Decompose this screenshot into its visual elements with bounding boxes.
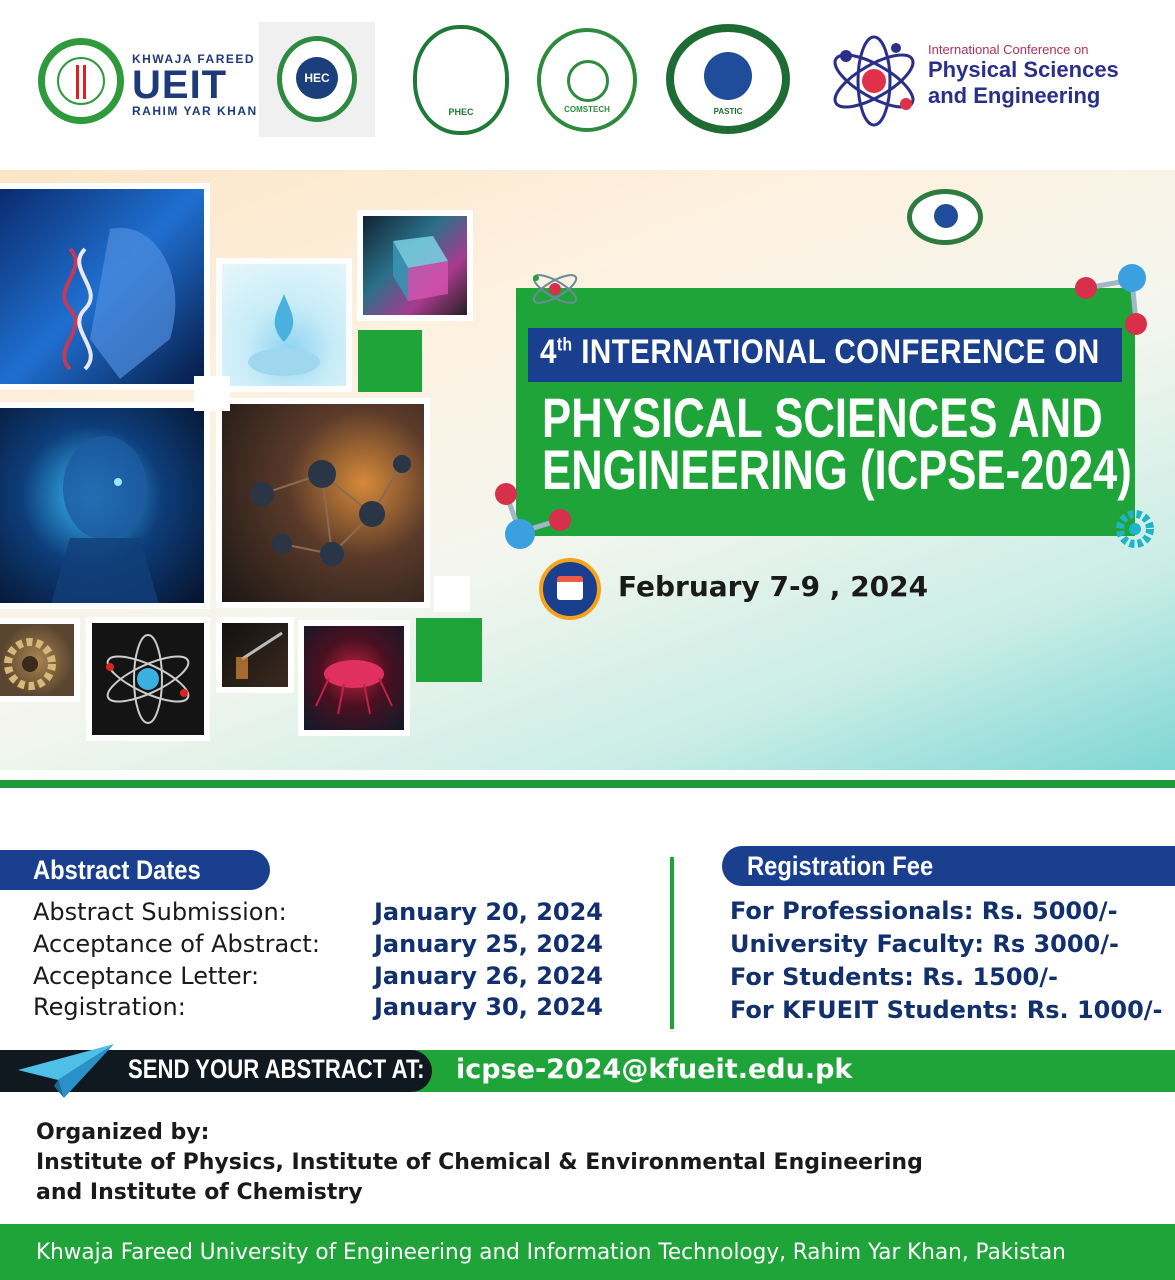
chip-icon (304, 626, 404, 730)
conference-subtitle-text: INTERNATIONAL CONFERENCE ON (572, 333, 1100, 371)
paper-plane-icon (18, 1040, 126, 1102)
organizer-line-1: Institute of Physics, Institute of Chemical & Environmental Engineering (36, 1150, 923, 1175)
registration-fee-heading (722, 846, 1175, 886)
atom-logo-icon (826, 34, 922, 128)
ueit-wordmark (132, 52, 258, 118)
ueit-name: UEIT (132, 63, 228, 107)
send-abstract-label: SEND YOUR ABSTRACT AT: (128, 1054, 425, 1084)
abstract-dates-heading (0, 850, 270, 890)
edition-suffix: th (556, 334, 573, 355)
prism-cube-photo (357, 210, 473, 321)
abstract-date-label: Acceptance of Abstract: (33, 930, 320, 958)
icpse-small-text: International Conference on (928, 42, 1089, 57)
robot-head-icon (0, 408, 204, 609)
pastic-logo (666, 24, 790, 134)
comstech-logo (537, 28, 637, 132)
lab-pipette-photo (216, 617, 294, 693)
hec-logo (259, 22, 375, 137)
pastic-mini-logo (907, 189, 983, 245)
ueit-seal-logo (38, 38, 124, 124)
tower-icon (76, 65, 86, 99)
water-drop-photo (216, 258, 352, 392)
hero-bottom-strip (0, 770, 1175, 780)
calendar-icon (539, 558, 601, 620)
white-square-decor (434, 576, 470, 612)
gears-photo (0, 618, 80, 702)
abstract-email-link[interactable]: icpse-2024@kfueit.edu.pk (456, 1054, 853, 1085)
edition-number: 4 (540, 333, 557, 371)
molecule-icon (222, 404, 424, 602)
pastic-emblem (704, 52, 752, 100)
small-atom-icon (528, 262, 582, 316)
cube-icon (363, 216, 467, 315)
conference-date: February 7-9 , 2024 (618, 570, 929, 603)
dna-gloved-hand-photo (0, 183, 210, 390)
pastic-label: PASTIC (713, 107, 743, 116)
registration-fee-heading-text: Registration Fee (747, 851, 934, 881)
white-square-decor (194, 376, 230, 411)
ueit-city: RAHIM YAR KHAN (132, 104, 258, 118)
phec-label: PHEC (448, 107, 474, 117)
calendar-page (557, 576, 583, 600)
abstract-date-value: January 26, 2024 (374, 962, 603, 990)
abstract-dates-heading-text: Abstract Dates (33, 855, 201, 885)
icpse-line-2: and Engineering (928, 83, 1101, 108)
ai-humanoid-photo (0, 402, 210, 609)
footer-university-name: Khwaja Fareed University of Engineering and Information Technology, Rahim Yar Khan, Pakistan (36, 1240, 1066, 1265)
pipette-icon (222, 623, 288, 687)
conference-subtitle (540, 333, 1100, 372)
abstract-date-label: Abstract Submission: (33, 898, 287, 926)
logo-strip (0, 0, 1175, 168)
molecule-decor-icon (1070, 262, 1154, 338)
green-square-decor (416, 618, 482, 682)
comstech-inner-ring (567, 60, 609, 102)
abstract-date-value: January 20, 2024 (374, 898, 603, 926)
fee-item: For Students: Rs. 1500/- (730, 963, 1058, 991)
fee-item: University Faculty: Rs 3000/- (730, 930, 1119, 958)
droplet-icon (222, 264, 346, 386)
abstract-date-value: January 30, 2024 (374, 993, 603, 1021)
conference-title-line-1: PHYSICAL SCIENCES AND (542, 386, 1103, 449)
abstract-date-label: Registration: (33, 993, 186, 1021)
fee-item: For Professionals: Rs. 5000/- (730, 897, 1118, 925)
molecule-decor-icon (488, 480, 578, 556)
comstech-label: COMSTECH (564, 105, 610, 114)
hec-label: HEC (296, 57, 338, 99)
atom-photo (86, 617, 210, 741)
conference-title (542, 386, 1132, 501)
gear-decor-icon (1112, 506, 1158, 552)
hec-seal (277, 36, 357, 122)
section-divider (670, 857, 674, 1029)
abstract-date-label: Acceptance Letter: (33, 962, 260, 990)
fee-item: For KFUEIT Students: Rs. 1000/- (730, 996, 1163, 1024)
abstract-date-value: January 25, 2024 (374, 930, 603, 958)
gear-icon (0, 624, 74, 702)
circuit-chip-photo (298, 620, 410, 736)
organized-by-heading: Organized by: (36, 1120, 210, 1145)
hero-green-line (0, 780, 1175, 788)
icpse-wordmark (928, 42, 1119, 109)
molecule-network-photo (216, 398, 430, 608)
dna-helix-icon (0, 189, 204, 390)
conference-title-line-2: ENGINEERING (ICPSE-2024) (542, 438, 1132, 501)
phec-logo (413, 25, 509, 135)
green-square-decor (358, 330, 422, 392)
icpse-line-1: Physical Sciences (928, 57, 1119, 82)
organizer-line-2: and Institute of Chemistry (36, 1180, 363, 1205)
atom-icon (92, 623, 204, 735)
ueit-top-text: KHWAJA FAREED (132, 52, 256, 66)
pastic-mini-emblem (934, 204, 958, 228)
